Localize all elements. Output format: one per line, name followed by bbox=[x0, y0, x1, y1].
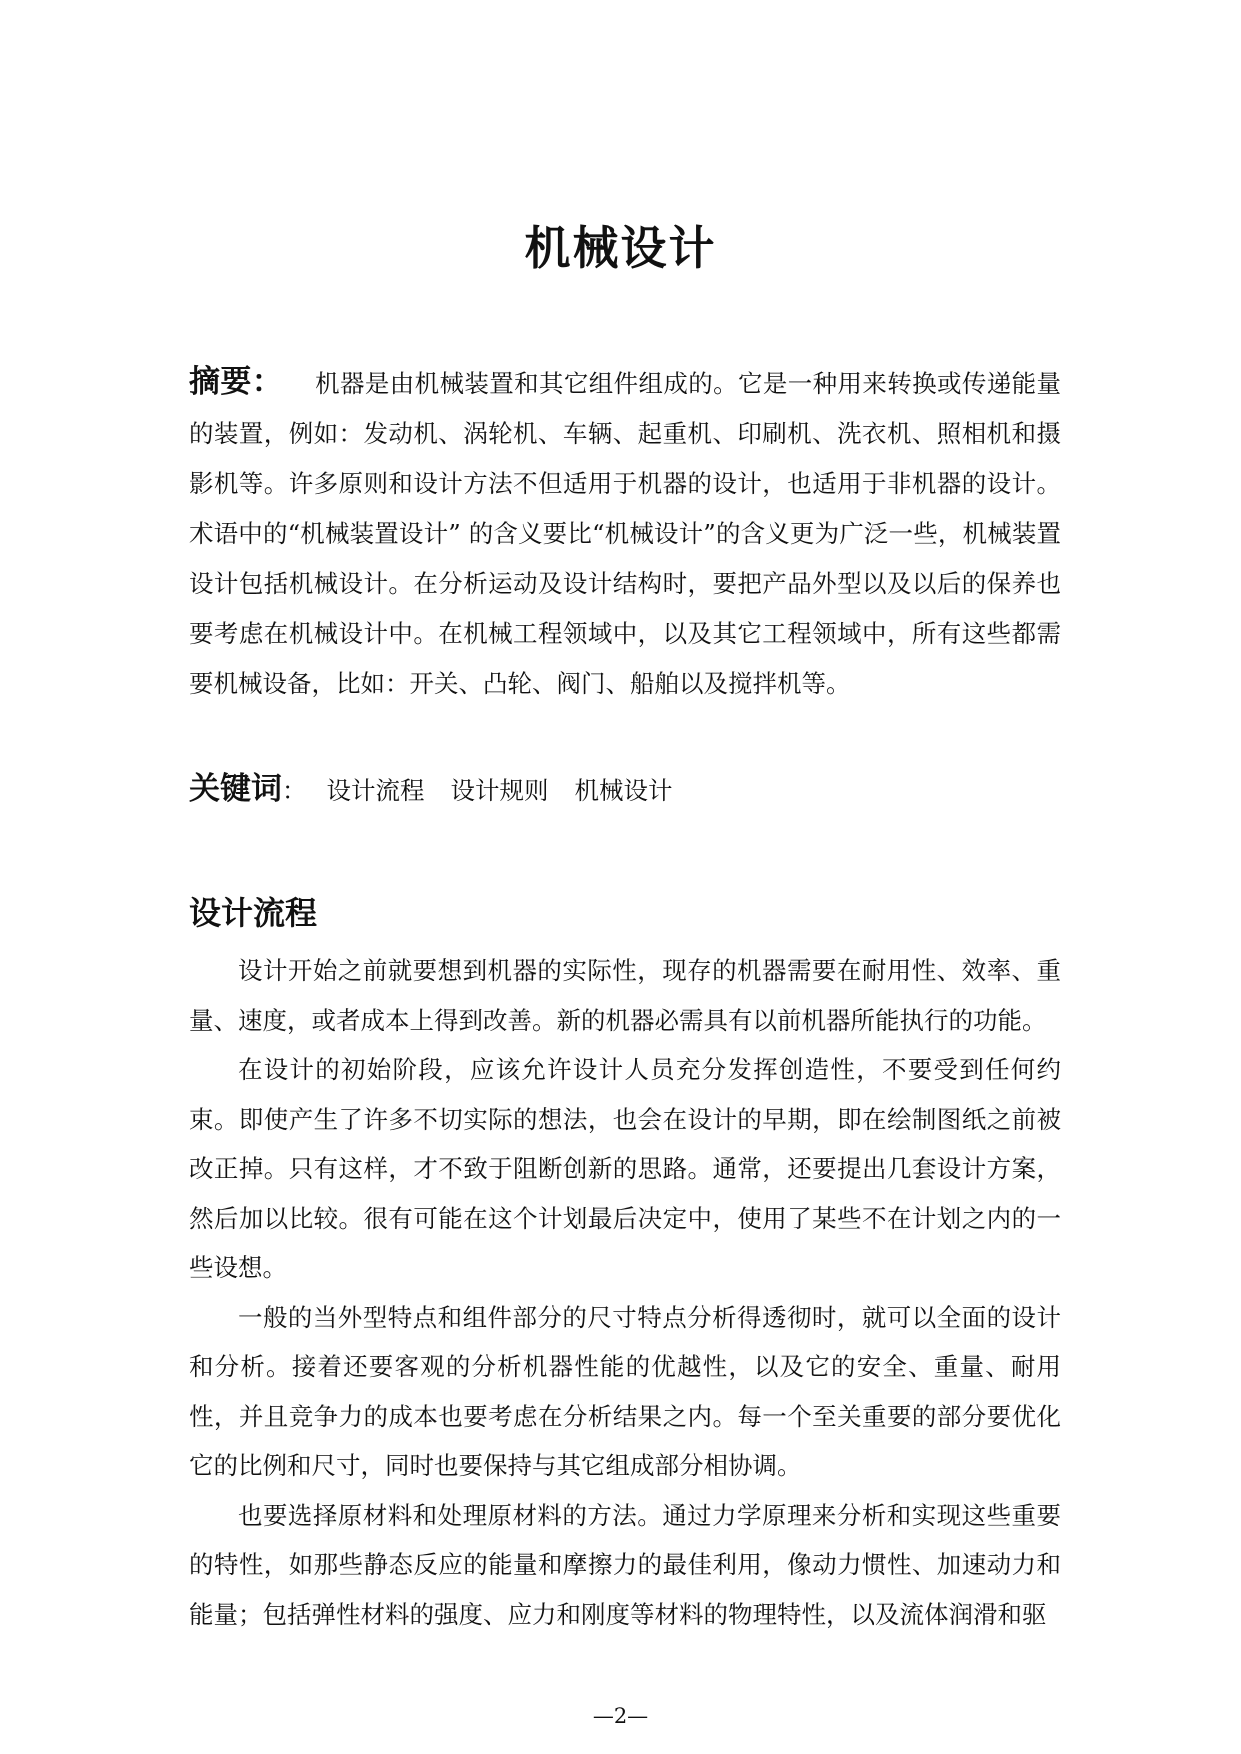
section-body bbox=[189, 946, 1061, 1639]
keyword-item: 设计流程 bbox=[326, 776, 425, 805]
keywords-label: 关键词 bbox=[189, 771, 282, 807]
abstract-block bbox=[189, 357, 1061, 709]
keywords-block bbox=[189, 764, 1061, 816]
body-paragraph: 在设计的初始阶段，应该允许设计人员充分发挥创造性，不要受到任何约束。即使产生了许多不切实际的想法，也会在设计的早期，即在绘制图纸之前被改正掉。只有这样，才不致于阻断创新的思路。通常，还要提出几套设计方案，然后加以比较。很有可能在这个计划最后决定中，使用了某些不在计划之内的一些设想。 bbox=[189, 1055, 1061, 1282]
keyword-item: 设计规则 bbox=[450, 776, 549, 805]
keyword-item: 机械设计 bbox=[574, 776, 673, 805]
section-heading: 设计流程 bbox=[189, 894, 318, 932]
document-title: 机械设计 bbox=[524, 221, 717, 275]
abstract-label: 摘要： bbox=[189, 364, 284, 400]
body-paragraph: 设计开始之前就要想到机器的实际性，现存的机器需要在耐用性、效率、重量、速度，或者成本上得到改善。新的机器必需具有以前机器所能执行的功能。 bbox=[189, 956, 1061, 1035]
body-paragraph: 也要选择原材料和处理原材料的方法。通过力学原理来分析和实现这些重要的特性，如那些静态反应的能量和摩擦力的最佳利用，像动力惯性、加速动力和能量；包括弹性材料的强度、应力和刚度等材料的物理特性，以及流体润滑和驱 bbox=[189, 1500, 1061, 1629]
keywords-separator: ： bbox=[282, 776, 307, 805]
body-paragraph: 一般的当外型特点和组件部分的尺寸特点分析得透彻时，就可以全面的设计和分析。接着还要客观的分析机器性能的优越性，以及它的安全、重量、耐用性，并且竞争力的成本也要考虑在分析结果之内。每一个至关重要的部分要优化它的比例和尺寸，同时也要保持与其它组成部分相协调。 bbox=[189, 1302, 1061, 1480]
page-number: —2— bbox=[592, 1704, 649, 1728]
abstract-text: 机器是由机械装置和其它组件组成的。它是一种用来转换或传递能量的装置，例如：发动机、涡轮机、车辆、起重机、印刷机、洗衣机、照相机和摄影机等。许多原则和设计方法不但适用于机器的设计，也适用于非机器的设计。术语中的“机械装置设计” 的含义要比“机械设计”的含义更为广泛一些，机械装置设计包括机械设计。在分析运动及设计结构时，要把产品外型以及以后的保养也要考虑在机械设计中。在机械工程领域中，以及其它工程领域中，所有这些都需要机械设备，比如：开关、凸轮、阀门、船舶以及搅拌机等。 bbox=[189, 369, 1061, 698]
